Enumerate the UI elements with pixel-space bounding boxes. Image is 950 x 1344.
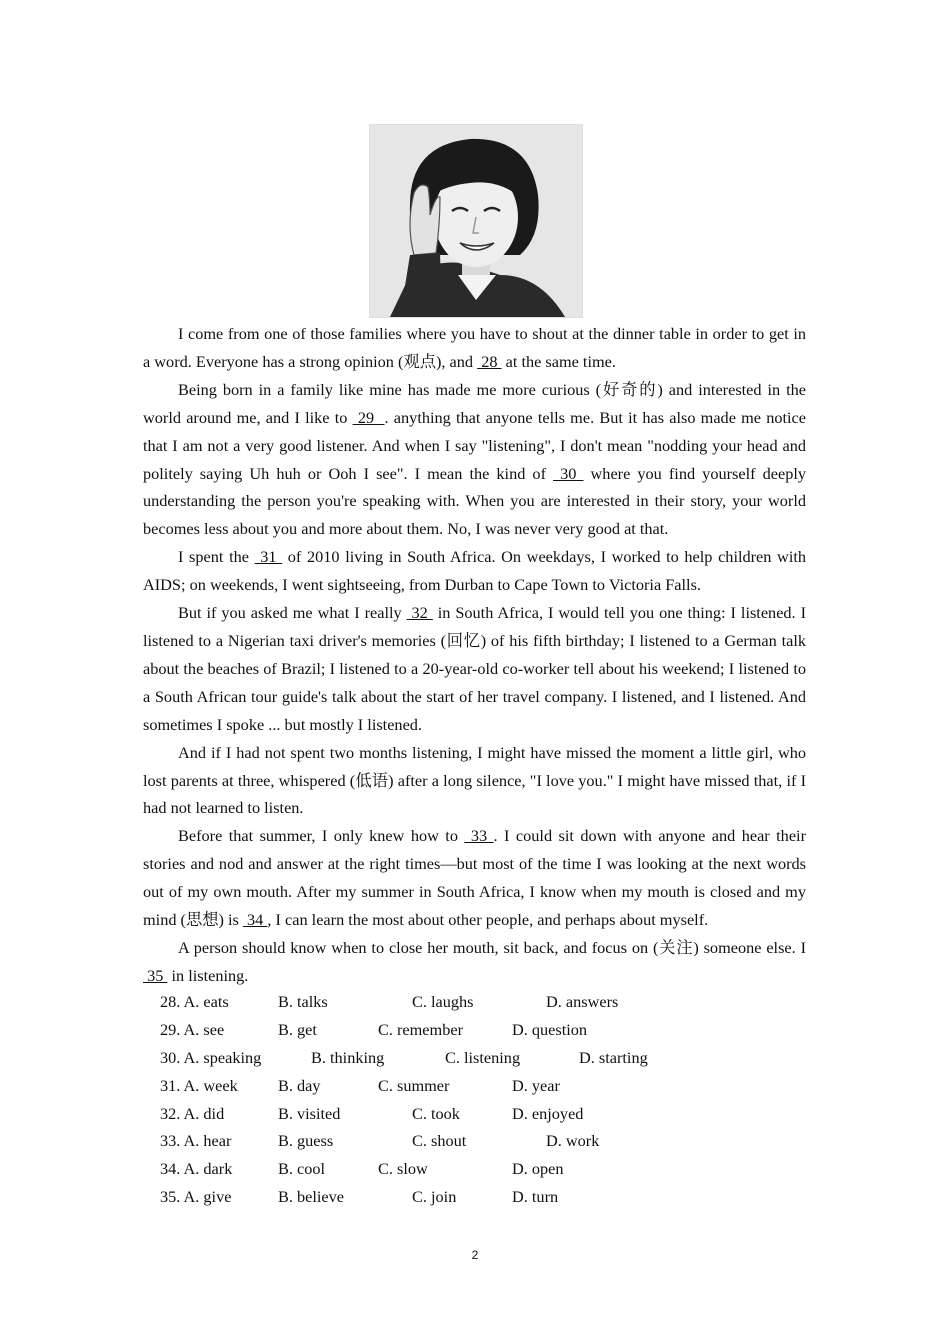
blank-32: 32 [406, 603, 433, 623]
option-d: D. work [546, 1131, 600, 1151]
option-c: C. join [412, 1187, 457, 1207]
blank-28: 28 [477, 351, 502, 371]
paragraph-6: Before that summer, I only knew how to 33 . I could sit down with anyone and hear their stories and nod and answer at the right times—but most of the time I was looking at the next words out of my own mouth. After my summer in South Africa, I know when my mouth is closed and my mind (思想) is 34 , I can learn the most about other people, and perhaps about myself. [143, 826, 806, 930]
option-a: 31. A. week [160, 1075, 238, 1095]
option-d: D. turn [512, 1187, 559, 1207]
blank-31: 31 [254, 547, 283, 567]
option-c: C. shout [412, 1131, 467, 1151]
blank-29: 29 [352, 407, 385, 427]
page-number: 2 [471, 1248, 479, 1262]
paragraph-7: A person should know when to close her mouth, sit back, and focus on (关注) someone else. I 35 in listening. [143, 937, 806, 985]
option-d: D. answers [546, 992, 619, 1011]
option-a: 35. A. give [160, 1187, 232, 1207]
option-d: D. enjoyed [512, 1103, 584, 1123]
blank-34: 34 [242, 910, 268, 930]
paragraph-5: And if I had not spent two months listening, I might have missed the moment a little girl, who lost parents at three, whispered (低语) after a long silence, "I love you." I might have missed that, if I had not learned to listen. [143, 742, 806, 818]
option-a: 34. A. dark [160, 1159, 233, 1179]
option-c: C. took [412, 1103, 460, 1123]
option-c: C. remember [378, 1019, 463, 1039]
option-d: D. year [512, 1075, 560, 1095]
option-c: C. slow [378, 1159, 428, 1179]
option-a: 30. A. speaking [160, 1047, 262, 1067]
option-d: D. question [512, 1019, 588, 1039]
option-b: B. get [278, 1019, 317, 1039]
paragraph-1: I come from one of those families where you have to shout at the dinner table in order to get in a word. Everyone has a strong opinion (观点), and 28 at the same time. [143, 324, 806, 371]
option-b: B. thinking [311, 1047, 385, 1067]
option-b: B. cool [278, 1159, 326, 1179]
option-c: C. laughs [412, 992, 474, 1011]
listening-woman-illustration [369, 124, 583, 318]
option-b: B. day [278, 1075, 321, 1095]
option-c: C. summer [378, 1075, 450, 1095]
option-d: D. starting [579, 1047, 648, 1067]
blank-35: 35 [143, 965, 168, 985]
option-d: D. open [512, 1159, 564, 1179]
option-b: B. visited [278, 1103, 341, 1123]
option-b: B. talks [278, 992, 328, 1011]
option-a: 28. A. eats [160, 992, 229, 1011]
blank-30: 30 [553, 463, 584, 483]
blank-33: 33 [464, 826, 494, 846]
cloze-passage [143, 320, 806, 990]
paragraph-3: I spent the 31 of 2010 living in South Africa. On weekdays, I worked to help children with AIDS; on weekends, I went sightseeing, from Durban to Cape Town to Victoria Falls. [143, 547, 807, 595]
option-c: C. listening [445, 1047, 521, 1067]
paragraph-2: Being born in a family like mine has made me more curious (好奇的) and interested in the world around me, and I like to 29 . anything that anyone tells me. But it has also made me notice that I am not a very good listener. And when I say "listening", I don't mean "nodding your head and politely saying Uh huh or Ooh I see". I mean the kind of 30 where you find yourself deeply understanding the person you're speaking with. When you are interested in their story, your world becomes less about you and more about them. No, I was never very good at that. [143, 379, 807, 539]
paragraph-4: But if you asked me what I really 32 in South Africa, I would tell you one thing: I listened. I listened to a Nigerian taxi driver's memories (回忆) of his fifth birthday; I listened to a German talk about the beaches of Brazil; I listened to a 20-year-old co-worker tell about his weekend; I listened to a South African tour guide's talk about the start of her travel company. I listened, and I listened. And sometimes I spoke ... but mostly I listened. [143, 603, 807, 734]
option-a: 29. A. see [160, 1019, 225, 1039]
option-b: B. believe [278, 1187, 345, 1207]
option-a: 32. A. did [160, 1103, 225, 1123]
option-a: 33. A. hear [160, 1131, 232, 1151]
option-b: B. guess [278, 1131, 334, 1151]
